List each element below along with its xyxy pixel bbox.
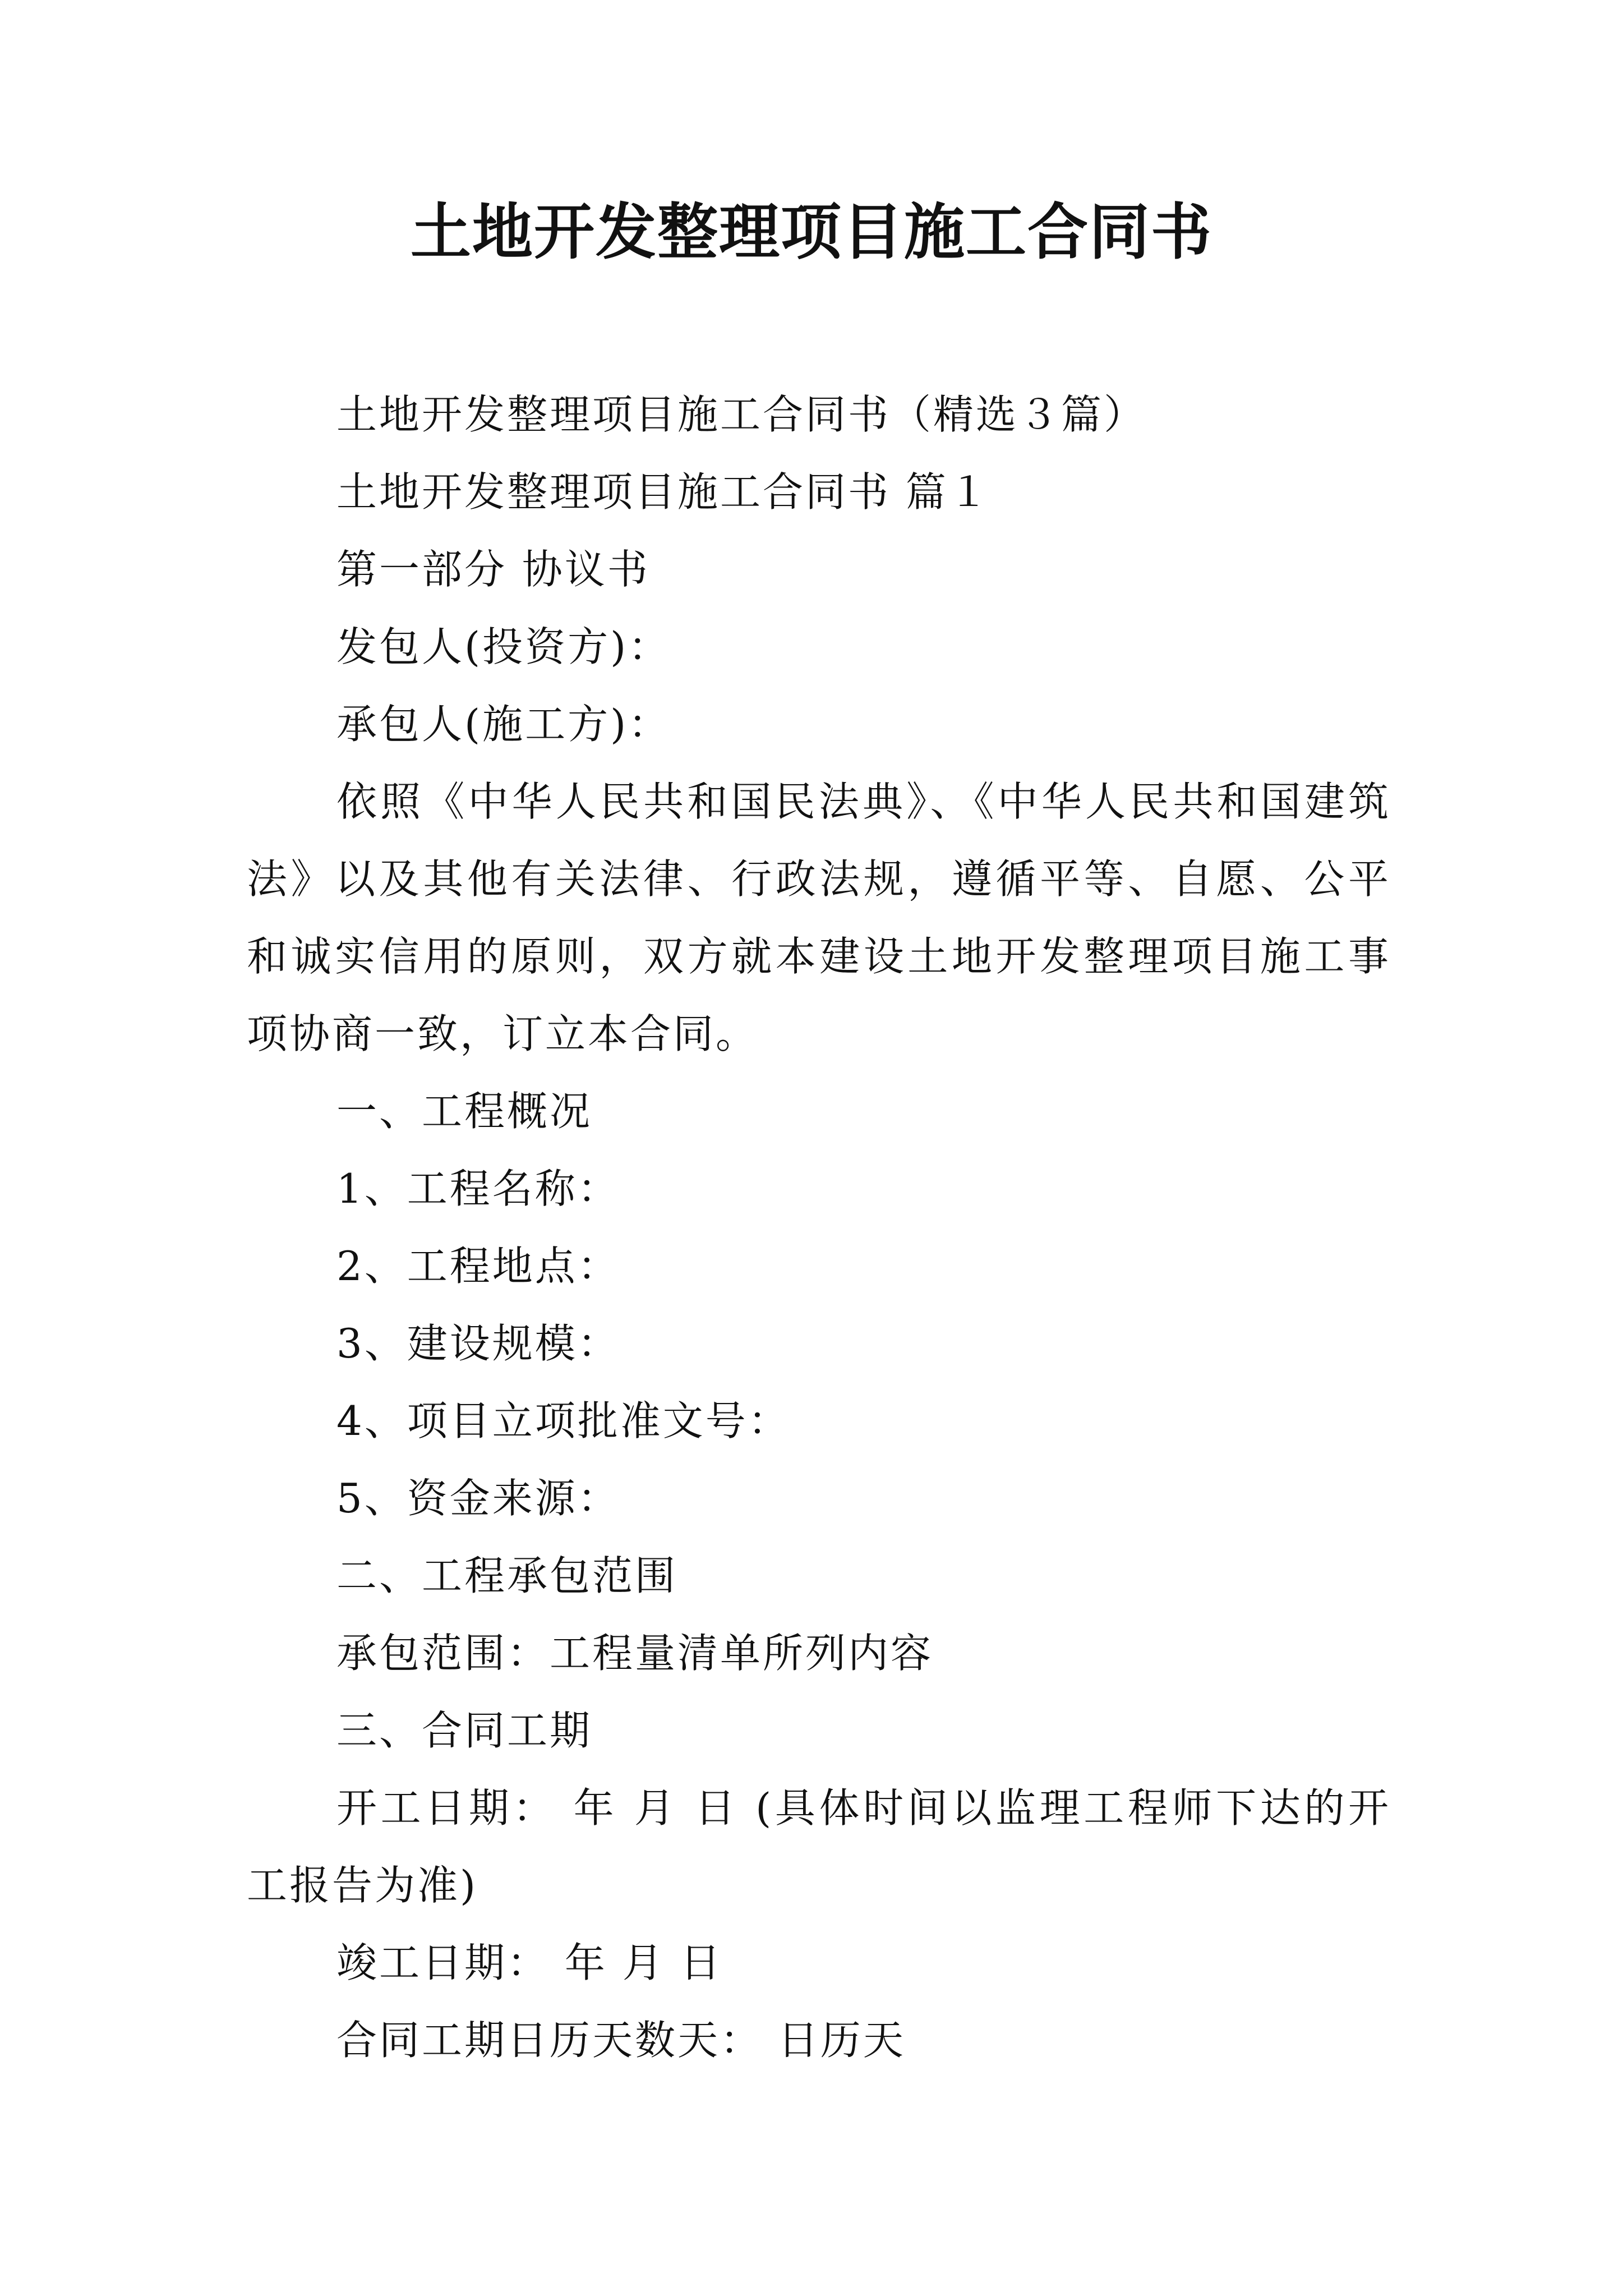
paragraph-project-name: 1、工程名称： — [336, 1165, 620, 1212]
paragraph-scope-heading: 二、工程承包范围 — [336, 1552, 678, 1599]
paragraph-approval-number: 4、项目立项批准文号： — [336, 1397, 791, 1444]
paragraph-calendar-days: 合同工期日历天数天： 日历天 — [336, 2017, 906, 2064]
paragraph-legal-basis: 依照《中华人民共和国民法典》、《中华人民共和国建筑法》以及其他有关法律、行政法规，遵循平等、自愿、公平和诚实信用的原则，双方就本建设土地开发整理项目施工事项协商一致，订立本合同。 — [247, 778, 1391, 1057]
paragraph-funding-source: 5、资金来源： — [336, 1475, 620, 1522]
paragraph-project-location: 2、工程地点： — [336, 1243, 620, 1290]
document-body — [247, 376, 1391, 2079]
paragraph-overview-heading: 一、工程概况 — [336, 1088, 593, 1135]
document-title: 土地开发整理项目施工合同书 — [410, 197, 1212, 268]
paragraph-duration-heading: 三、合同工期 — [336, 1707, 593, 1754]
paragraph-subtitle: 土地开发整理项目施工合同书（精选３篇） — [336, 391, 1147, 438]
paragraph-employer: 发包人(投资方)： — [336, 623, 671, 670]
paragraph-start-date: 开工日期： 年 月 日 (具体时间以监理工程师下达的开工报告为准) — [247, 1784, 1391, 1909]
paragraph-project-scale: 3、建设规模： — [336, 1320, 620, 1367]
paragraph-completion-date: 竣工日期： 年 月 日 — [336, 1939, 723, 1986]
paragraph-section-heading: 第一部分 协议书 — [336, 546, 650, 593]
paragraph-part-heading: 土地开发整理项目施工合同书 篇１ — [336, 468, 991, 516]
paragraph-scope: 承包范围：工程量清单所列内容 — [336, 1630, 934, 1677]
paragraph-contractor: 承包人(施工方)： — [336, 701, 671, 748]
